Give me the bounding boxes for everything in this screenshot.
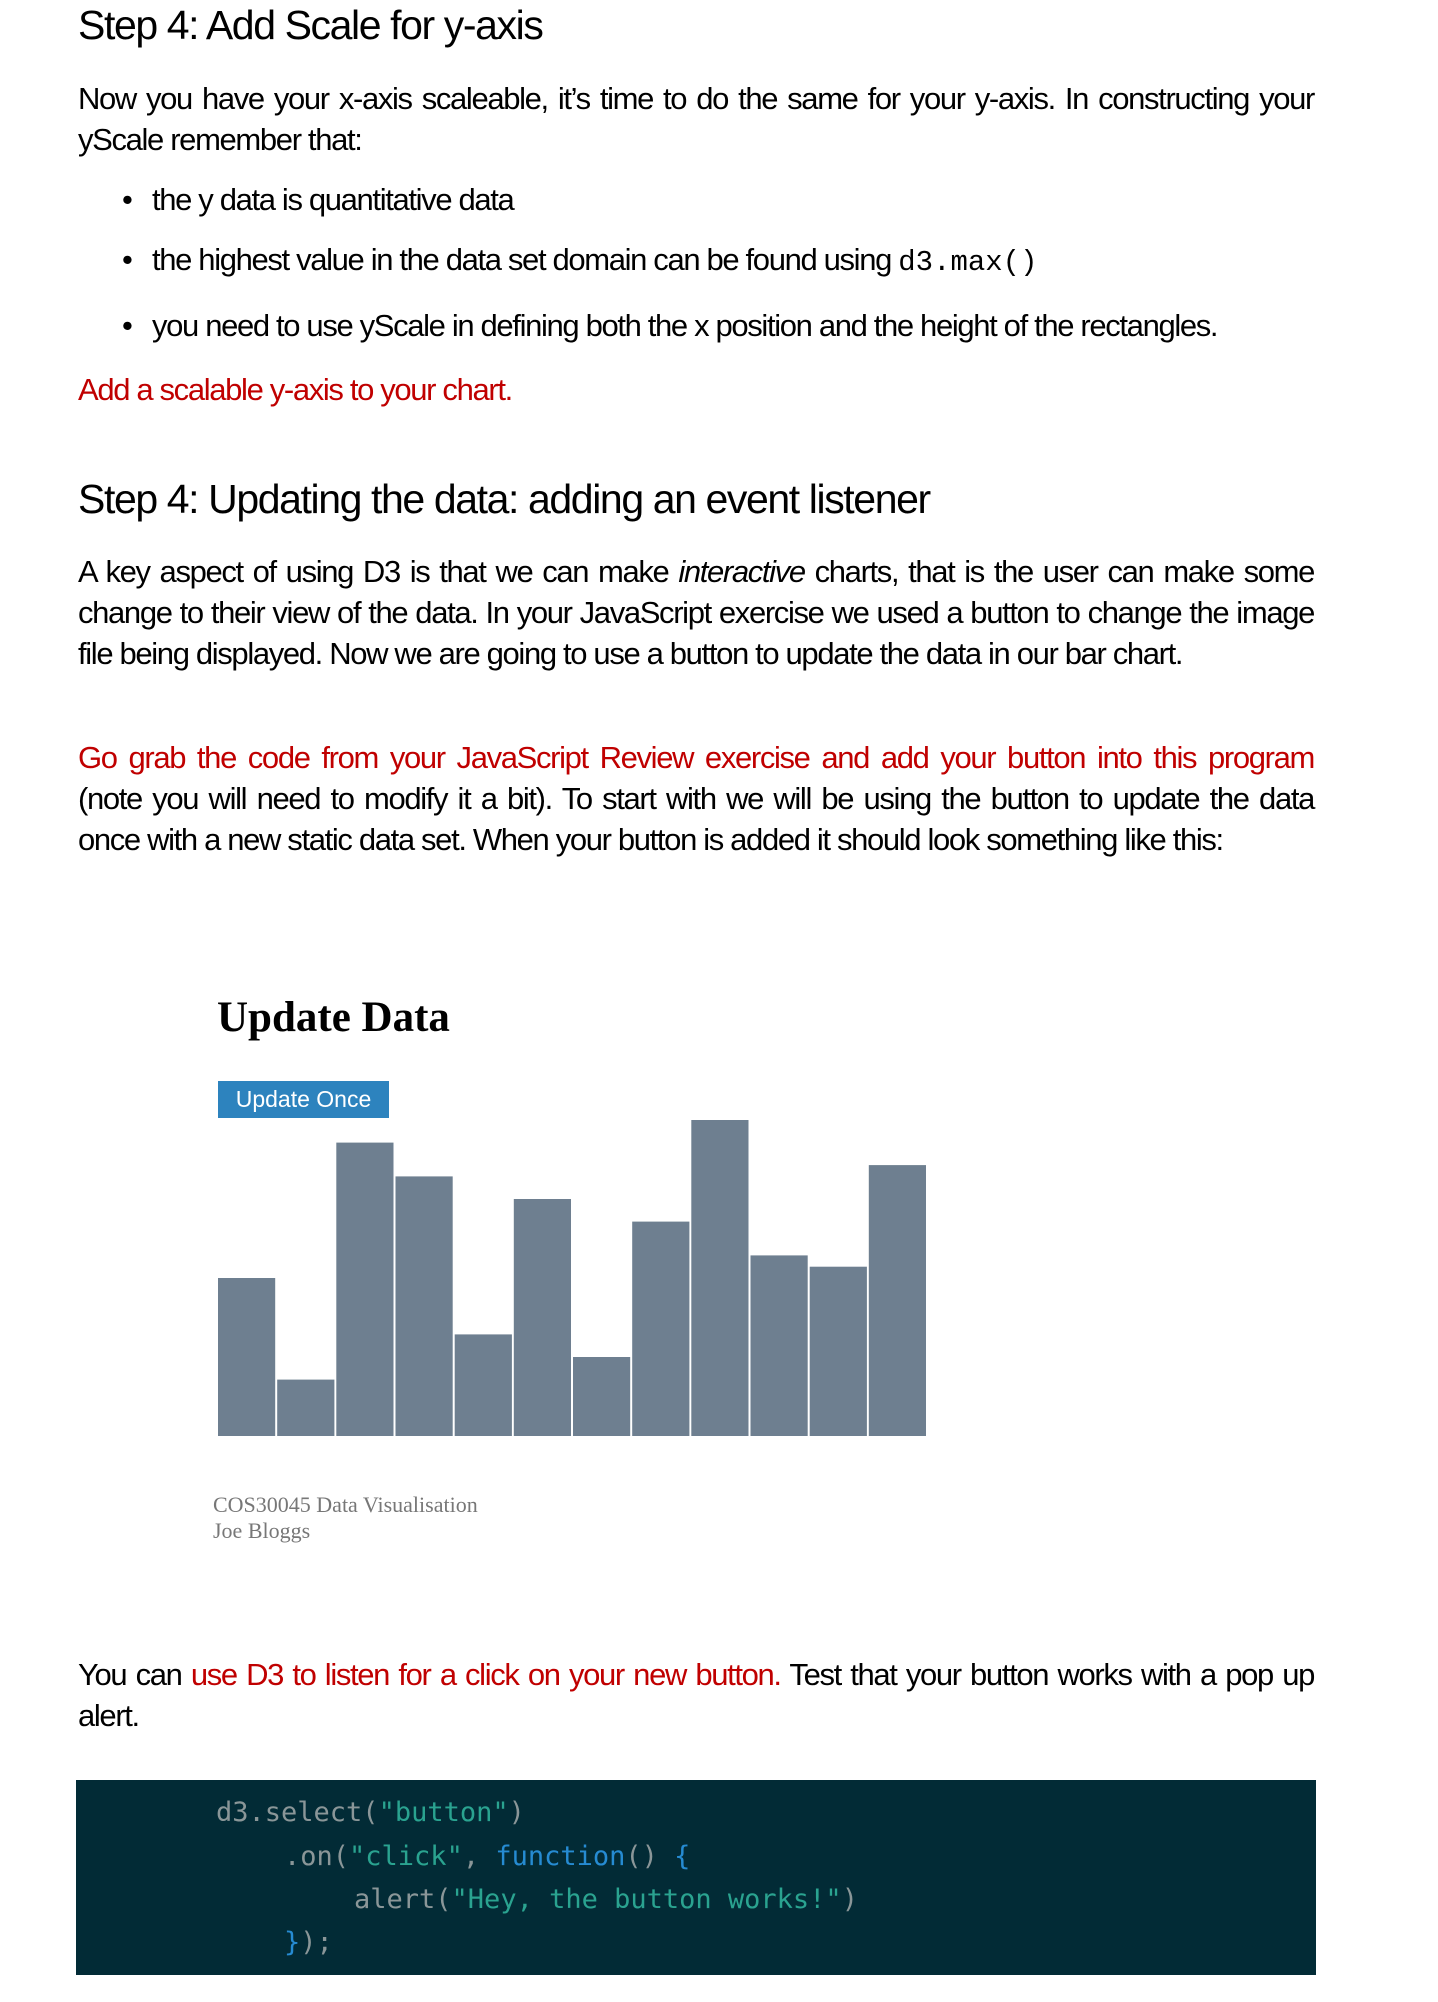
interactive-paragraph	[78, 551, 1314, 674]
bar-12	[869, 1165, 926, 1436]
bar-5	[455, 1334, 512, 1436]
list-item	[152, 182, 1388, 242]
bar-3	[336, 1143, 393, 1436]
bar-6	[514, 1199, 571, 1436]
task-instruction: Add a scalable y-axis to your chart.	[78, 372, 512, 407]
bullet-text: you need to use yScale in defining both the x position and the height of the rectangles.	[152, 308, 1218, 343]
inline-code: d3.max()	[898, 246, 1038, 279]
bar-11	[810, 1267, 867, 1436]
text: You can	[78, 1657, 191, 1692]
step4-heading: Step 4: Add Scale for y-axis	[78, 2, 543, 48]
code-line	[216, 1797, 525, 1828]
code-block	[76, 1780, 1316, 1975]
code-text: ,	[462, 1841, 496, 1872]
code-string: "button"	[378, 1797, 509, 1828]
text: charts, that is the user can make some change to their view of the data. In your JavaScript exercise we used a button to change the image file being displayed. Now we are going to use a button to update the data in our bar chart.	[78, 554, 1314, 671]
bullet-text: the y data is quantitative data	[152, 182, 514, 217]
task-instruction: use D3 to listen for a click on your new button.	[190, 1657, 781, 1692]
code-line	[284, 1927, 333, 1958]
text: (note you will need to modify it a bit). To start with we will be using the button to update the data once with a new static data set. When your button is added it should look something like this:	[78, 781, 1314, 857]
code-text: d3.select(	[216, 1797, 379, 1828]
footer-author: Joe Bloggs	[213, 1518, 311, 1543]
code-line	[284, 1841, 690, 1872]
list-item	[152, 242, 1388, 308]
code-text: .on(	[284, 1841, 350, 1872]
code-text: )	[508, 1797, 525, 1828]
bar-2	[277, 1380, 334, 1436]
code-text: )	[841, 1884, 858, 1915]
update-once-button[interactable]: Update Once	[218, 1081, 389, 1118]
bar-chart	[218, 1100, 928, 1490]
listener-paragraph	[78, 1654, 1314, 1736]
code-string: "Hey, the button works!"	[451, 1884, 842, 1915]
bar-10	[751, 1255, 808, 1436]
bar-8	[632, 1222, 689, 1436]
intro-paragraph: Now you have your x-axis scaleable, it’s time to do the same for your y-axis. In constructing your yScale remember that:	[78, 81, 1314, 157]
bar-7	[573, 1357, 630, 1436]
footer-course: COS30045 Data Visualisation	[213, 1492, 478, 1517]
code-line	[354, 1884, 858, 1915]
text: Test that your button works with a pop up alert.	[78, 1657, 1314, 1733]
bar-9	[691, 1120, 748, 1436]
bullet-text: the highest value in the data set domain can be found using	[152, 242, 899, 277]
bar-1	[218, 1278, 275, 1436]
code-text: ()	[625, 1841, 675, 1872]
code-keyword: function	[495, 1841, 626, 1872]
code-string: "click"	[349, 1841, 463, 1872]
code-text: alert(	[354, 1884, 452, 1915]
code-keyword: }	[284, 1927, 301, 1958]
demo-title: Update Data	[217, 994, 450, 1041]
text: A key aspect of using D3 is that we can make	[78, 554, 679, 589]
code-keyword: {	[674, 1841, 691, 1872]
emphasis: interactive	[678, 554, 805, 589]
step4-updating-heading: Step 4: Updating the data: adding an event listener	[78, 476, 930, 522]
button-paragraph	[78, 737, 1314, 860]
task-instruction: Go grab the code from your JavaScript Review exercise and add your button into this program	[78, 740, 1314, 775]
bar-4	[396, 1176, 453, 1436]
requirements-list	[78, 182, 1388, 344]
list-item	[152, 308, 1388, 344]
code-text: );	[300, 1927, 333, 1958]
